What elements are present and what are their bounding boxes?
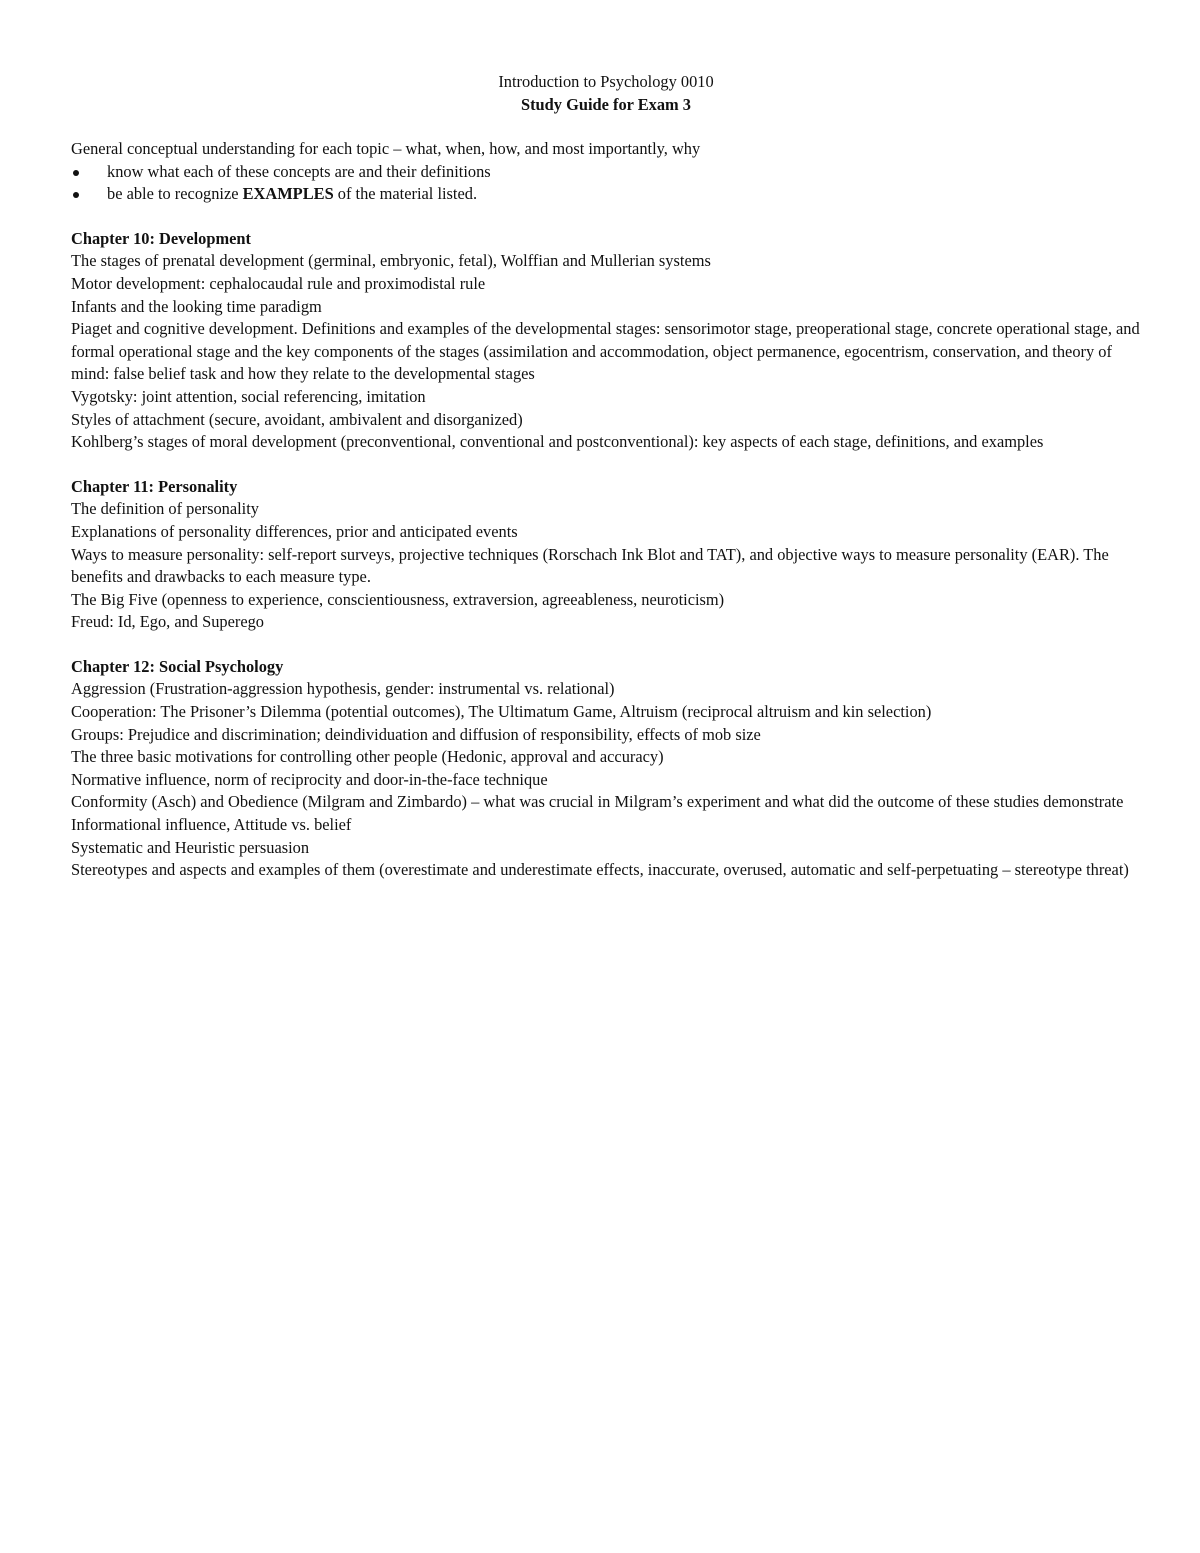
topic-line: The definition of personality <box>71 499 259 519</box>
topic-line: Vygotsky: joint attention, social referencing, imitation <box>71 386 426 406</box>
bullet-text: know what each of these concepts are and their definitions <box>107 161 491 181</box>
topic-line: Piaget and cognitive development. Definitions and examples of the developmental stages: sensorimotor stage, preoperational stage, concrete operational stage, and formal operational stage and the key components of the stages (assimilation and accommodation, object permanence, egocentrism, conservation, and theory of mind: false belief task and how they relate to the developmental stages <box>71 319 1140 384</box>
topic-line: Normative influence, norm of reciprocity and door-in-the-face technique <box>71 769 548 789</box>
topic-line: Explanations of personality differences, prior and anticipated events <box>71 521 518 541</box>
topic-line: Ways to measure personality: self-report surveys, projective techniques (Rorschach Ink Blot and TAT), and objective ways to measure personality (EAR). The benefits and drawbacks to each measure type. <box>71 544 1109 587</box>
intro-bullet-list <box>71 161 1141 206</box>
bullet-text-pre: be able to recognize <box>107 184 243 204</box>
guide-title: Study Guide for Exam 3 <box>520 95 691 114</box>
topic-line: Groups: Prejudice and discrimination; deindividuation and diffusion of responsibility, effects of mob size <box>71 724 761 744</box>
topic-line: Cooperation: The Prisoner’s Dilemma (potential outcomes), The Ultimatum Game, Altruism (reciprocal altruism and kin selection) <box>71 702 932 722</box>
topic-line: Styles of attachment (secure, avoidant, ambivalent and disorganized) <box>71 409 523 429</box>
section-development <box>71 228 1141 454</box>
topic-line: Stereotypes and aspects and examples of them (overestimate and underestimate effects, inaccurate, overused, automatic and self-perpetuating – stereotype threat) <box>71 860 1129 880</box>
intro-text: General conceptual understanding for each topic – what, when, how, and most importantly, why <box>71 139 701 158</box>
section-heading: Chapter 12: Social Psychology <box>71 656 284 676</box>
section-social-psychology <box>71 656 1141 882</box>
list-item <box>71 161 1141 184</box>
bullet-icon <box>73 170 79 176</box>
topic-line: Aggression (Frustration-aggression hypothesis, gender: instrumental vs. relational) <box>71 679 615 699</box>
topic-line: Motor development: cephalocaudal rule and proximodistal rule <box>71 273 486 293</box>
document-page <box>71 70 1141 882</box>
topic-line: The stages of prenatal development (germinal, embryonic, fetal), Wolffian and Mullerian systems <box>71 251 711 271</box>
topic-line: Informational influence, Attitude vs. belief <box>71 815 352 835</box>
topic-line: The three basic motivations for controlling other people (Hedonic, approval and accuracy) <box>71 747 664 767</box>
bullet-text-emphasis: EXAMPLES <box>242 184 334 204</box>
topic-line: Freud: Id, Ego, and Superego <box>71 612 265 632</box>
topic-line: Systematic and Heuristic persuasion <box>71 837 310 857</box>
section-personality <box>71 476 1141 634</box>
title-block <box>71 70 1141 116</box>
topic-line: The Big Five (openness to experience, conscientiousness, extraversion, agreeableness, neuroticism) <box>71 589 725 609</box>
topic-line: Conformity (Asch) and Obedience (Milgram and Zimbardo) – what was crucial in Milgram’s experiment and what did the outcome of these studies demonstrate <box>71 792 1124 812</box>
list-item <box>71 183 1141 206</box>
topic-line: Infants and the looking time paradigm <box>71 296 322 316</box>
bullet-text-post: of the material listed. <box>333 184 478 204</box>
topic-line: Kohlberg’s stages of moral development (preconventional, conventional and postconventional): key aspects of each stage, definitions, and examples <box>71 432 1044 452</box>
intro-block <box>71 138 1141 206</box>
bullet-icon <box>73 192 79 198</box>
course-title: Introduction to Psychology 0010 <box>498 72 714 91</box>
section-heading: Chapter 10: Development <box>71 228 251 248</box>
section-heading: Chapter 11: Personality <box>71 476 238 496</box>
